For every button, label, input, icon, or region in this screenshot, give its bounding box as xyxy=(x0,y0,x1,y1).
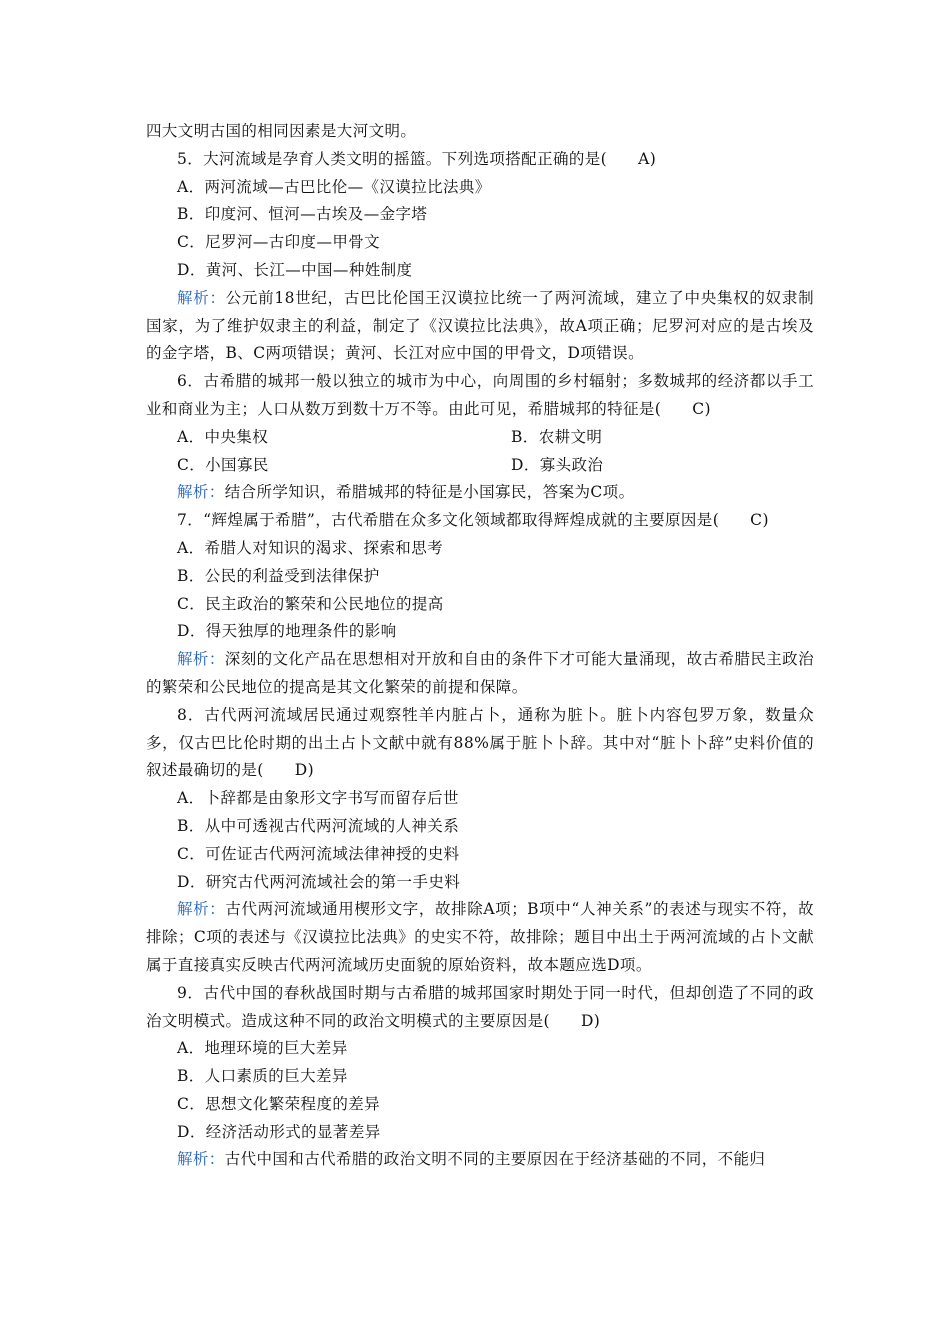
question-6-stem: 6．古希腊的城邦一般以独立的城市为中心，向周围的乡村辐射；多数城邦的经济都以手工业和商业为主；人口从数万到数十万不等。由此可见，希腊城邦的特征是( C) xyxy=(146,368,814,424)
question-6-options-row-2 xyxy=(146,452,814,480)
question-5-stem: 5．大河流域是孕育人类文明的摇篮。下列选项搭配正确的是( A) xyxy=(146,146,814,174)
question-8-answer: D xyxy=(294,761,308,780)
question-5-answer: A xyxy=(638,149,650,168)
question-9-option-b: B．人口素质的巨大差异 xyxy=(177,1067,348,1086)
question-9-analysis: 解析：古代中国和古代希腊的政治文明不同的主要原因在于经济基础的不同，不能归 xyxy=(177,1150,766,1169)
question-7-analysis: 解析：深刻的文化产品在思想相对开放和自由的条件下才可能大量涌现，故古希腊民主政治的繁荣和公民地位的提高是其文化繁荣的前提和保障。 xyxy=(146,650,814,696)
question-7-answer: C xyxy=(750,511,763,530)
question-8-analysis: 解析：古代两河流域通用楔形文字，故排除A项；B项中“人神关系”的表述与现实不符，故排除；C项的表述与《汉谟拉比法典》的史实不符，故排除；题目中出土于两河流域的占卜文献属于直接真实反映古代两河流域历史面貌的原始资料，故本题应选D项。 xyxy=(146,900,814,974)
question-8-option-d: D．研究古代两河流域社会的第一手史料 xyxy=(177,872,461,891)
question-8-option-b: B．从中可透视古代两河流域的人神关系 xyxy=(177,816,460,835)
question-7-option-a: A．希腊人对知识的渴求、探索和思考 xyxy=(177,538,443,557)
analysis-label: 解析： xyxy=(177,900,226,919)
question-6-option-d: D．寡头政治 xyxy=(511,455,604,474)
analysis-label: 解析： xyxy=(177,483,225,502)
intro-line: 四大文明古国的相同因素是大河文明。 xyxy=(146,122,417,140)
question-8-option-a: A．卜辞都是由象形文字书写而留存后世 xyxy=(177,789,459,808)
question-9-option-a: A．地理环境的巨大差异 xyxy=(177,1039,348,1058)
question-5-option-c: C．尼罗河—古印度—甲骨文 xyxy=(177,233,381,252)
question-7-option-d: D．得天独厚的地理条件的影响 xyxy=(177,622,397,641)
document-body xyxy=(146,118,814,1174)
question-9-answer: D xyxy=(580,1011,594,1030)
question-8-stem: 8．古代两河流域居民通过观察牲羊内脏占卜，通称为脏卜。脏卜内容包罗万象，数量众多，仅古巴比伦时期的出土占卜文献中就有88%属于脏卜卜辞。其中对“脏卜卜辞”史料价值的叙述最确切的是( D) xyxy=(146,702,814,785)
analysis-label: 解析： xyxy=(177,1150,225,1169)
question-5-option-b: B．印度河、恒河—古埃及—金字塔 xyxy=(177,205,428,224)
question-5-analysis: 解析：公元前18世纪，古巴比伦国王汉谟拉比统一了两河流域，建立了中央集权的奴隶制国家，为了维护奴隶主的利益，制定了《汉谟拉比法典》，故A项正确；尼罗河对应的是古埃及的金字塔，B、C两项错误；黄河、长江对应中国的甲骨文，D项错误。 xyxy=(146,288,814,363)
question-6-option-c: C．小国寡民 xyxy=(177,455,269,474)
question-7-option-c: C．民主政治的繁荣和公民地位的提高 xyxy=(177,594,444,613)
question-6-option-a: A．中央集权 xyxy=(177,427,269,446)
question-7-option-b: B．公民的利益受到法律保护 xyxy=(177,566,380,585)
question-5-option-a: A．两河流域—古巴比伦—《汉谟拉比法典》 xyxy=(177,177,491,196)
question-9-option-d: D．经济活动形式的显著差异 xyxy=(177,1122,381,1141)
question-9-stem: 9．古代中国的春秋战国时期与古希腊的城邦国家时期处于同一时代，但却创造了不同的政治文明模式。造成这种不同的政治文明模式的主要原因是( D) xyxy=(146,980,814,1036)
question-6-options-row-1 xyxy=(146,424,814,452)
question-5-option-d: D．黄河、长江—中国—种姓制度 xyxy=(177,260,413,279)
analysis-label: 解析： xyxy=(177,650,225,669)
question-9-option-c: C．思想文化繁荣程度的差异 xyxy=(177,1094,381,1113)
question-6-option-b: B．农耕文明 xyxy=(511,427,603,446)
question-6-analysis: 解析：结合所学知识，希腊城邦的特征是小国寡民，答案为C项。 xyxy=(177,483,635,502)
question-7-stem: 7．“辉煌属于希腊”，古代希腊在众多文化领域都取得辉煌成就的主要原因是( C) xyxy=(146,507,814,535)
question-6-answer: C xyxy=(692,399,705,418)
analysis-label: 解析： xyxy=(177,288,226,307)
question-8-option-c: C．可佐证古代两河流域法律神授的史料 xyxy=(177,844,460,863)
